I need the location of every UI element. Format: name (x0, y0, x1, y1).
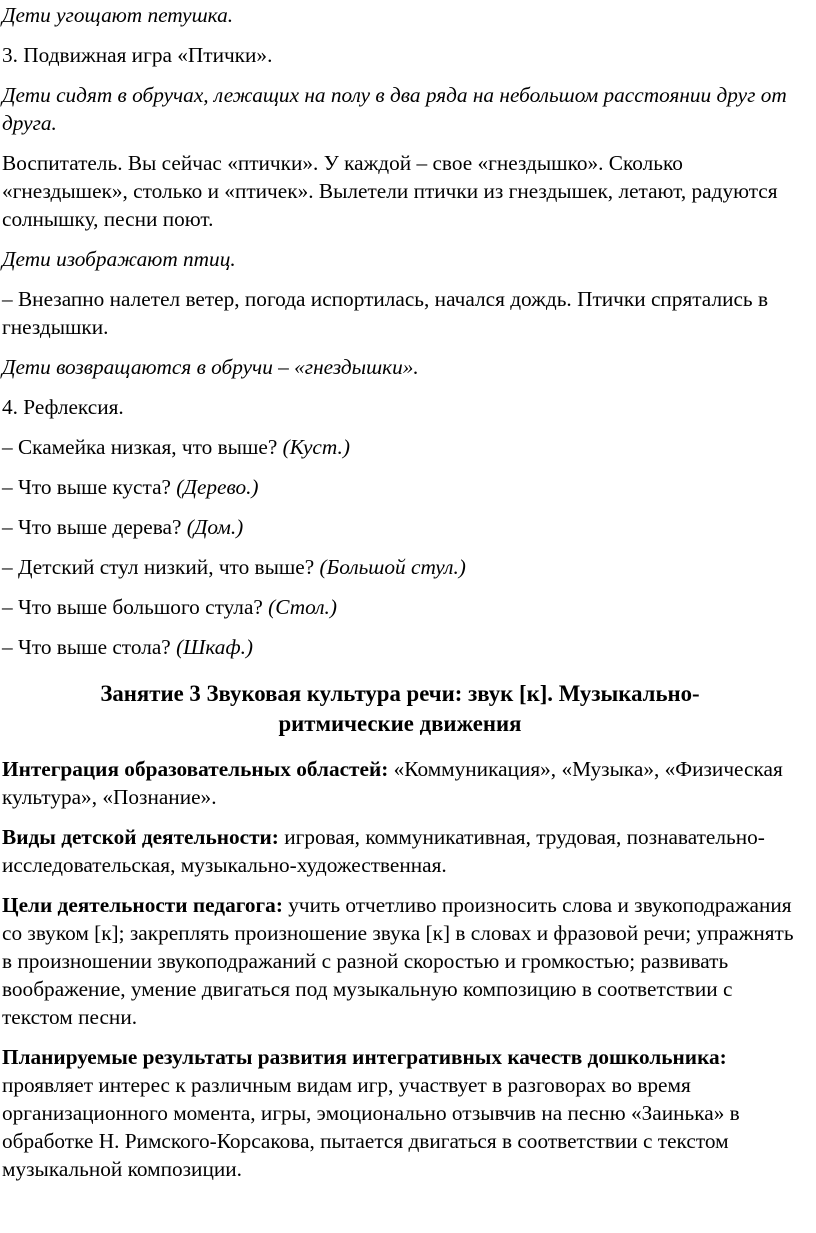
integration-paragraph (2, 755, 798, 811)
activity-text: игровая, коммуникативная, трудовая, познавательно-исследовательская, музыкально-художественная. (2, 825, 765, 877)
question-text: – Детский стул низкий, что выше? (2, 555, 320, 579)
results-paragraph (2, 1043, 798, 1183)
answer-text: (Стол.) (268, 595, 337, 619)
teacher-speech-wind: – Внезапно налетел ветер, погода испортилась, начался дождь. Птички спрятались в гнездышки. (2, 287, 769, 339)
lesson-heading-line-1: Занятие 3 Звуковая культура речи: звук [к]. Музыкально- (100, 681, 700, 706)
results-label: Планируемые результаты развития интегративных качеств дошкольника: (2, 1045, 727, 1069)
teacher-speech: Воспитатель. Вы сейчас «птички». У каждой – свое «гнездышко». Сколько «гнездышек», столько и «птичек». Вылетели птички из гнездышек, летают, радуются солнышку, песни поют. (2, 151, 778, 231)
qa-line (2, 633, 798, 661)
stage-direction-birds: Дети изображают птиц. (2, 247, 236, 271)
answer-text: (Шкаф.) (176, 635, 253, 659)
question-text: – Что выше большого стула? (2, 595, 269, 619)
lesson-heading-line-2: ритмические движения (278, 711, 522, 736)
activity-paragraph (2, 823, 798, 879)
section-game-title: 3. Подвижная игра «Птички». (2, 43, 273, 67)
question-text: – Что выше стола? (2, 635, 177, 659)
results-text: проявляет интерес к различным видам игр, участвует в разговорах во время организационного момента, игры, эмоционально отзывчив на песню «Заинька» в обработке Н. Римского-Корсакова, пытается двигаться в соответствии с текстом музыкальной композиции. (2, 1073, 740, 1181)
question-text: – Что выше дерева? (2, 515, 187, 539)
lesson-heading (2, 679, 798, 739)
goals-label: Цели деятельности педагога: (2, 893, 283, 917)
qa-line (2, 593, 798, 621)
stage-direction-return: Дети возвращаются в обручи – «гнездышки». (2, 355, 419, 379)
integration-label: Интеграция образовательных областей: (2, 757, 389, 781)
goals-text: учить отчетливо произносить слова и звукоподражания со звуком [к]; закреплять произношение звука [к] в словах и фразовой речи; упражнять в произношении звукоподражаний с разной скоростью и громкостью; развивать воображение, умение двигаться под музыкальную композицию в соответствии с текстом песни. (2, 893, 794, 1029)
integration-text: «Коммуникация», «Музыка», «Физическая культура», «Познание». (2, 757, 783, 809)
question-text: – Что выше куста? (2, 475, 177, 499)
answer-text: (Дерево.) (176, 475, 259, 499)
question-text: – Скамейка низкая, что выше? (2, 435, 283, 459)
answer-text: (Дом.) (186, 515, 244, 539)
answer-text: (Большой стул.) (319, 555, 466, 579)
qa-line (2, 433, 798, 461)
stage-direction-treat: Дети угощают петушка. (2, 3, 234, 27)
goals-paragraph (2, 891, 798, 1031)
qa-line (2, 553, 798, 581)
qa-line (2, 473, 798, 501)
activity-label: Виды детской деятельности: (2, 825, 279, 849)
stage-direction-hoops: Дети сидят в обручах, лежащих на полу в два ряда на небольшом расстоянии друг от друга. (2, 83, 787, 135)
answer-text: (Куст.) (282, 435, 350, 459)
qa-line (2, 513, 798, 541)
section-reflection-title: 4. Рефлексия. (2, 395, 124, 419)
